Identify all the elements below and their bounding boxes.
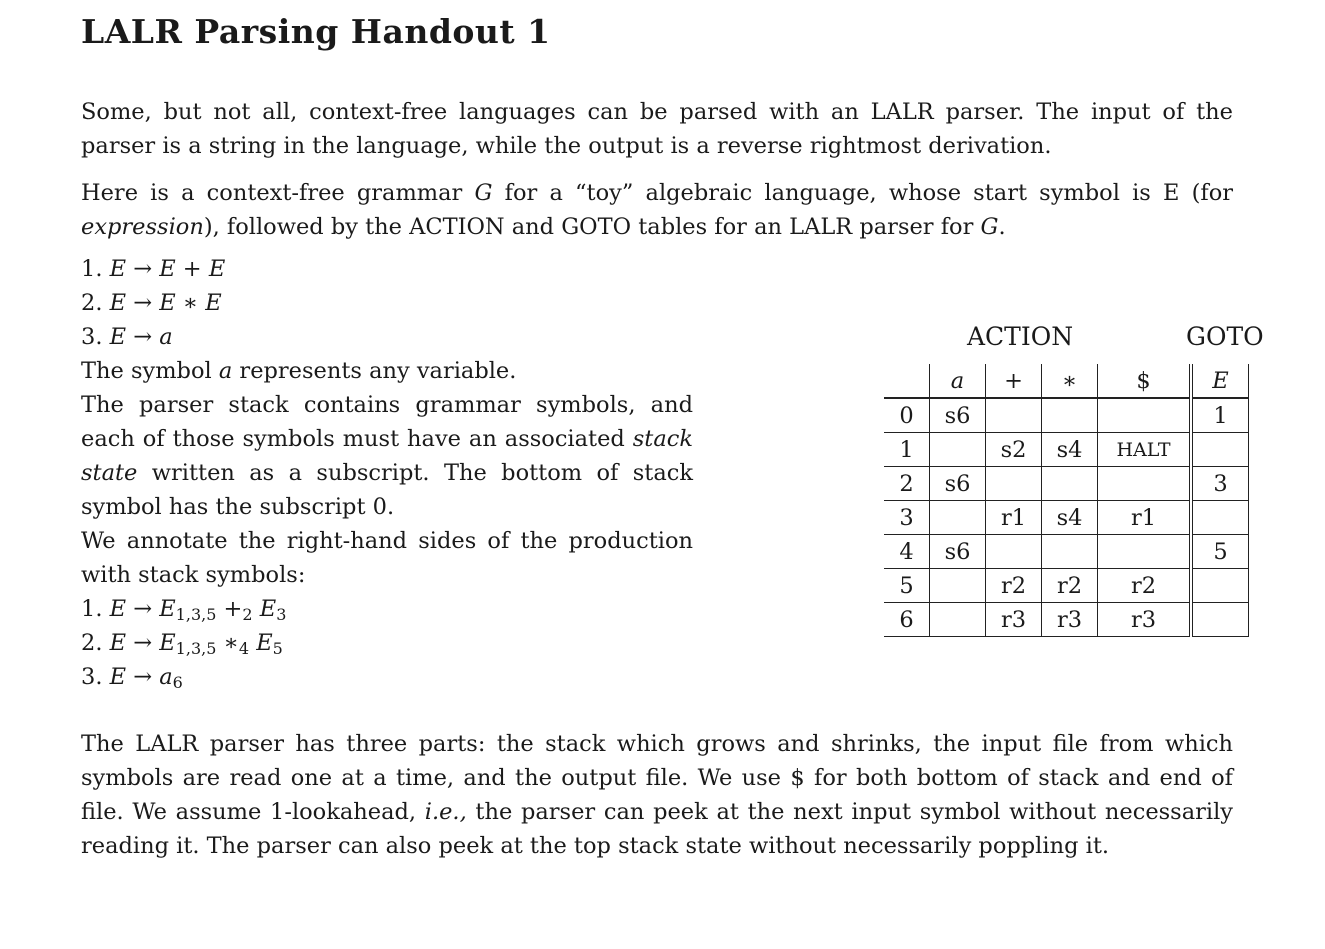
header-state	[884, 364, 930, 398]
state-cell: 5	[884, 569, 930, 603]
action-cell: s2	[986, 433, 1042, 467]
action-cell: s4	[1042, 501, 1098, 535]
goto-cell	[1191, 501, 1249, 535]
state-cell: 0	[884, 398, 930, 433]
header-plus: +	[986, 364, 1042, 398]
header-dollar: $	[1098, 364, 1192, 398]
grammar-rule-1: 1. E → E + E	[81, 256, 226, 282]
action-label: ACTION	[967, 322, 1074, 351]
action-cell	[1042, 535, 1098, 569]
table-row	[884, 501, 1249, 535]
page-title: LALR Parsing Handout 1	[81, 12, 551, 51]
action-cell	[986, 535, 1042, 569]
table-row	[884, 398, 1249, 433]
action-cell	[986, 467, 1042, 501]
annotate-description: We annotate the right-hand sides of the production with stack symbols:	[81, 528, 693, 588]
action-cell: r1	[1098, 501, 1192, 535]
action-cell: r2	[1042, 569, 1098, 603]
annotated-rule-3: 3. $E \to a_6$	[81, 664, 183, 692]
intro-paragraph-2: Here is a context-free grammar G for a “toy” algebraic language, whose start symbol is E (for expression), followed by the ACTION and GOTO tables for an LALR parser for G.	[81, 180, 1233, 240]
grammar-rule-3: 3. E → a	[81, 324, 173, 350]
intro-paragraph-1: Some, but not all, context-free languages can be parsed with an LALR parser. The input of the parser is a string in the language, while the output is a reverse rightmost derivation.	[81, 99, 1233, 159]
goto-cell: 3	[1191, 467, 1249, 501]
action-cell: r2	[1098, 569, 1192, 603]
grammar-rule-2: 2. E → E ∗ E	[81, 290, 222, 316]
table-row	[884, 603, 1249, 637]
action-cell	[930, 433, 986, 467]
action-cell: s4	[1042, 433, 1098, 467]
table-row	[884, 433, 1249, 467]
action-cell	[1098, 467, 1192, 501]
action-cell	[930, 501, 986, 535]
annotated-rule-2: 2. $E \to E_{1,3,5}$ $∗_4$ $E_5$	[81, 630, 283, 658]
action-cell: s6	[930, 398, 986, 433]
goto-cell	[1191, 603, 1249, 637]
action-cell: HALT	[1098, 433, 1192, 467]
goto-cell: 1	[1191, 398, 1249, 433]
action-cell	[930, 569, 986, 603]
header-times: ∗	[1042, 364, 1098, 398]
action-cell: r3	[1098, 603, 1192, 637]
symbol-description: The symbol a represents any variable.	[81, 358, 517, 384]
parse-table	[884, 364, 1249, 637]
table-row	[884, 535, 1249, 569]
table-row	[884, 569, 1249, 603]
goto-cell	[1191, 569, 1249, 603]
action-cell	[1042, 467, 1098, 501]
state-cell: 2	[884, 467, 930, 501]
action-cell	[1098, 398, 1192, 433]
header-a: a	[930, 364, 986, 398]
action-cell: r1	[986, 501, 1042, 535]
action-cell	[986, 398, 1042, 433]
action-cell: s6	[930, 535, 986, 569]
action-cell: r2	[986, 569, 1042, 603]
action-cell	[1098, 535, 1192, 569]
header-E: E	[1191, 364, 1249, 398]
outro-paragraph: The LALR parser has three parts: the stack which grows and shrinks, the input file from which symbols are read one at a time, and the output file. We use $ for both bottom of stack and end of file. We assume 1-lookahead, i.e., the parser can peek at the next input symbol without necessarily reading it. The parser can also peek at the top stack state without necessarily poppling it.	[81, 731, 1233, 859]
table-row	[884, 467, 1249, 501]
state-cell: 4	[884, 535, 930, 569]
action-cell: r3	[1042, 603, 1098, 637]
goto-label: GOTO	[1186, 322, 1264, 351]
table-header-row	[884, 364, 1249, 398]
action-cell	[930, 603, 986, 637]
action-cell: r3	[986, 603, 1042, 637]
goto-cell	[1191, 433, 1249, 467]
action-cell	[1042, 398, 1098, 433]
annotated-rule-1: 1. $E \to E_{1,3,5} +_2$ $E_3$	[81, 596, 287, 624]
stack-description: The parser stack contains grammar symbols, and each of those symbols must have an associated stack state written as a subscript. The bottom of stack symbol has the subscript 0.	[81, 392, 693, 520]
goto-cell: 5	[1191, 535, 1249, 569]
state-cell: 1	[884, 433, 930, 467]
state-cell: 3	[884, 501, 930, 535]
action-cell: s6	[930, 467, 986, 501]
state-cell: 6	[884, 603, 930, 637]
